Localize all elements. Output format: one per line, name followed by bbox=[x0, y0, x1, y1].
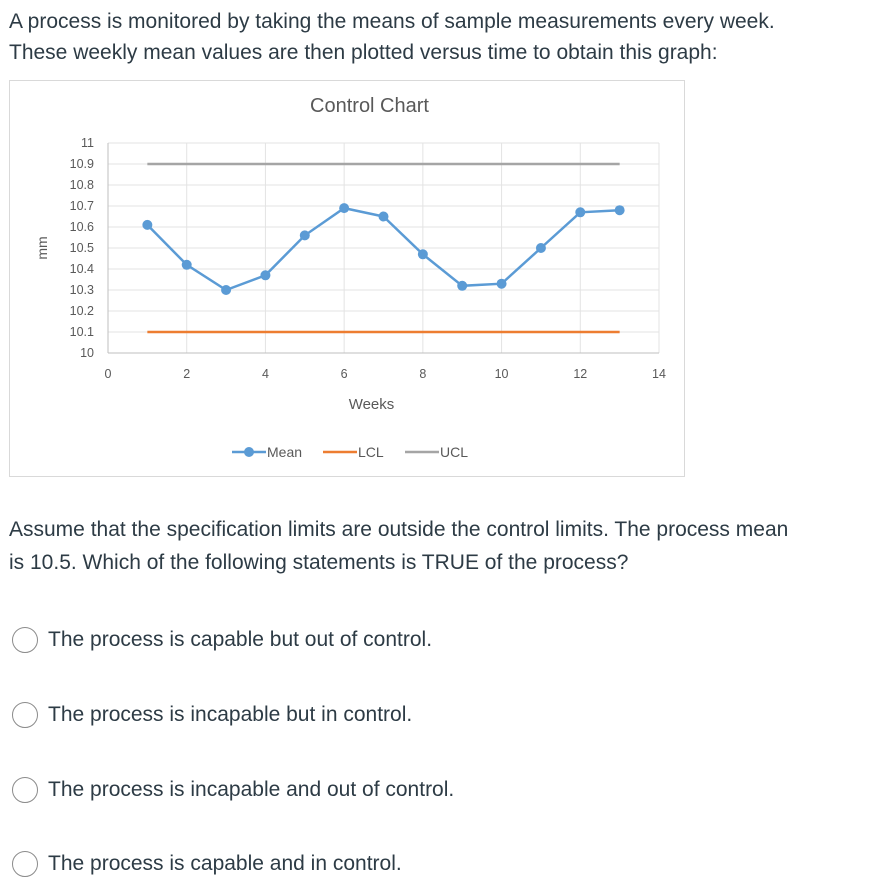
y-tick-label-10: 11 bbox=[81, 136, 94, 150]
y-tick-label-5: 10.5 bbox=[69, 241, 94, 255]
mean-point-13 bbox=[615, 205, 625, 215]
x-tick-label-5: 10 bbox=[494, 367, 509, 381]
mean-point-10 bbox=[497, 279, 507, 289]
intro-text bbox=[9, 6, 864, 68]
answer-option-2-label: The process is incapable but in control. bbox=[48, 703, 413, 726]
y-tick-label-1: 10.1 bbox=[69, 325, 94, 339]
mean-point-5 bbox=[300, 230, 310, 240]
mean-point-8 bbox=[418, 249, 428, 259]
y-tick-label-6: 10.6 bbox=[69, 220, 94, 234]
mean-point-4 bbox=[260, 270, 270, 280]
mean-point-1 bbox=[142, 220, 152, 230]
question-line-1: Assume that the specification limits are outside the control limits. The process mean bbox=[9, 518, 789, 541]
answer-option-1[interactable] bbox=[12, 627, 432, 653]
answer-option-3-label: The process is incapable and out of control. bbox=[48, 778, 455, 801]
legend-lcl-label: LCL bbox=[358, 444, 384, 460]
control-chart bbox=[9, 80, 685, 477]
question-line-2: is 10.5. Which of the following statements is TRUE of the process? bbox=[9, 551, 629, 574]
x-tick-label-3: 6 bbox=[340, 367, 348, 381]
y-tick-label-3: 10.3 bbox=[69, 283, 94, 297]
y-tick-label-0: 10 bbox=[80, 346, 94, 360]
question-text bbox=[9, 513, 869, 579]
x-tick-label-6: 12 bbox=[573, 367, 588, 381]
legend-mean-marker bbox=[244, 447, 254, 457]
legend-ucl-label: UCL bbox=[440, 444, 469, 460]
y-axis-title: mm bbox=[34, 236, 50, 260]
y-tick-label-2: 10.2 bbox=[69, 304, 94, 318]
x-tick-label-0: 0 bbox=[104, 367, 112, 381]
mean-point-6 bbox=[339, 203, 349, 213]
mean-point-12 bbox=[575, 207, 585, 217]
radio-button-4[interactable] bbox=[12, 851, 38, 877]
radio-button-2[interactable] bbox=[12, 702, 38, 728]
x-tick-label-1: 2 bbox=[183, 367, 191, 381]
intro-line-2: These weekly mean values are then plotted versus time to obtain this graph: bbox=[9, 41, 718, 64]
x-tick-label-7: 14 bbox=[652, 367, 666, 381]
control-chart-svg bbox=[10, 81, 686, 478]
legend-mean-label: Mean bbox=[267, 444, 303, 460]
answer-option-4[interactable] bbox=[12, 851, 402, 877]
y-tick-label-7: 10.7 bbox=[69, 199, 94, 213]
y-tick-label-8: 10.8 bbox=[69, 178, 94, 192]
radio-button-1[interactable] bbox=[12, 627, 38, 653]
mean-point-2 bbox=[182, 260, 192, 270]
intro-line-1: A process is monitored by taking the means of sample measurements every week. bbox=[9, 10, 775, 33]
answer-option-1-label: The process is capable but out of control. bbox=[48, 628, 433, 651]
answer-option-3[interactable] bbox=[12, 777, 454, 803]
x-axis-title: Weeks bbox=[348, 396, 395, 413]
radio-button-3[interactable] bbox=[12, 777, 38, 803]
mean-point-3 bbox=[221, 285, 231, 295]
answer-option-2[interactable] bbox=[12, 702, 412, 728]
answer-option-4-label: The process is capable and in control. bbox=[48, 852, 402, 875]
x-tick-label-4: 8 bbox=[419, 367, 427, 381]
y-tick-label-4: 10.4 bbox=[69, 262, 94, 276]
x-tick-label-2: 4 bbox=[261, 367, 269, 381]
mean-point-7 bbox=[379, 212, 389, 222]
chart-title: Control Chart bbox=[310, 95, 429, 117]
mean-point-9 bbox=[457, 281, 467, 291]
y-tick-label-9: 10.9 bbox=[69, 157, 94, 171]
mean-point-11 bbox=[536, 243, 546, 253]
